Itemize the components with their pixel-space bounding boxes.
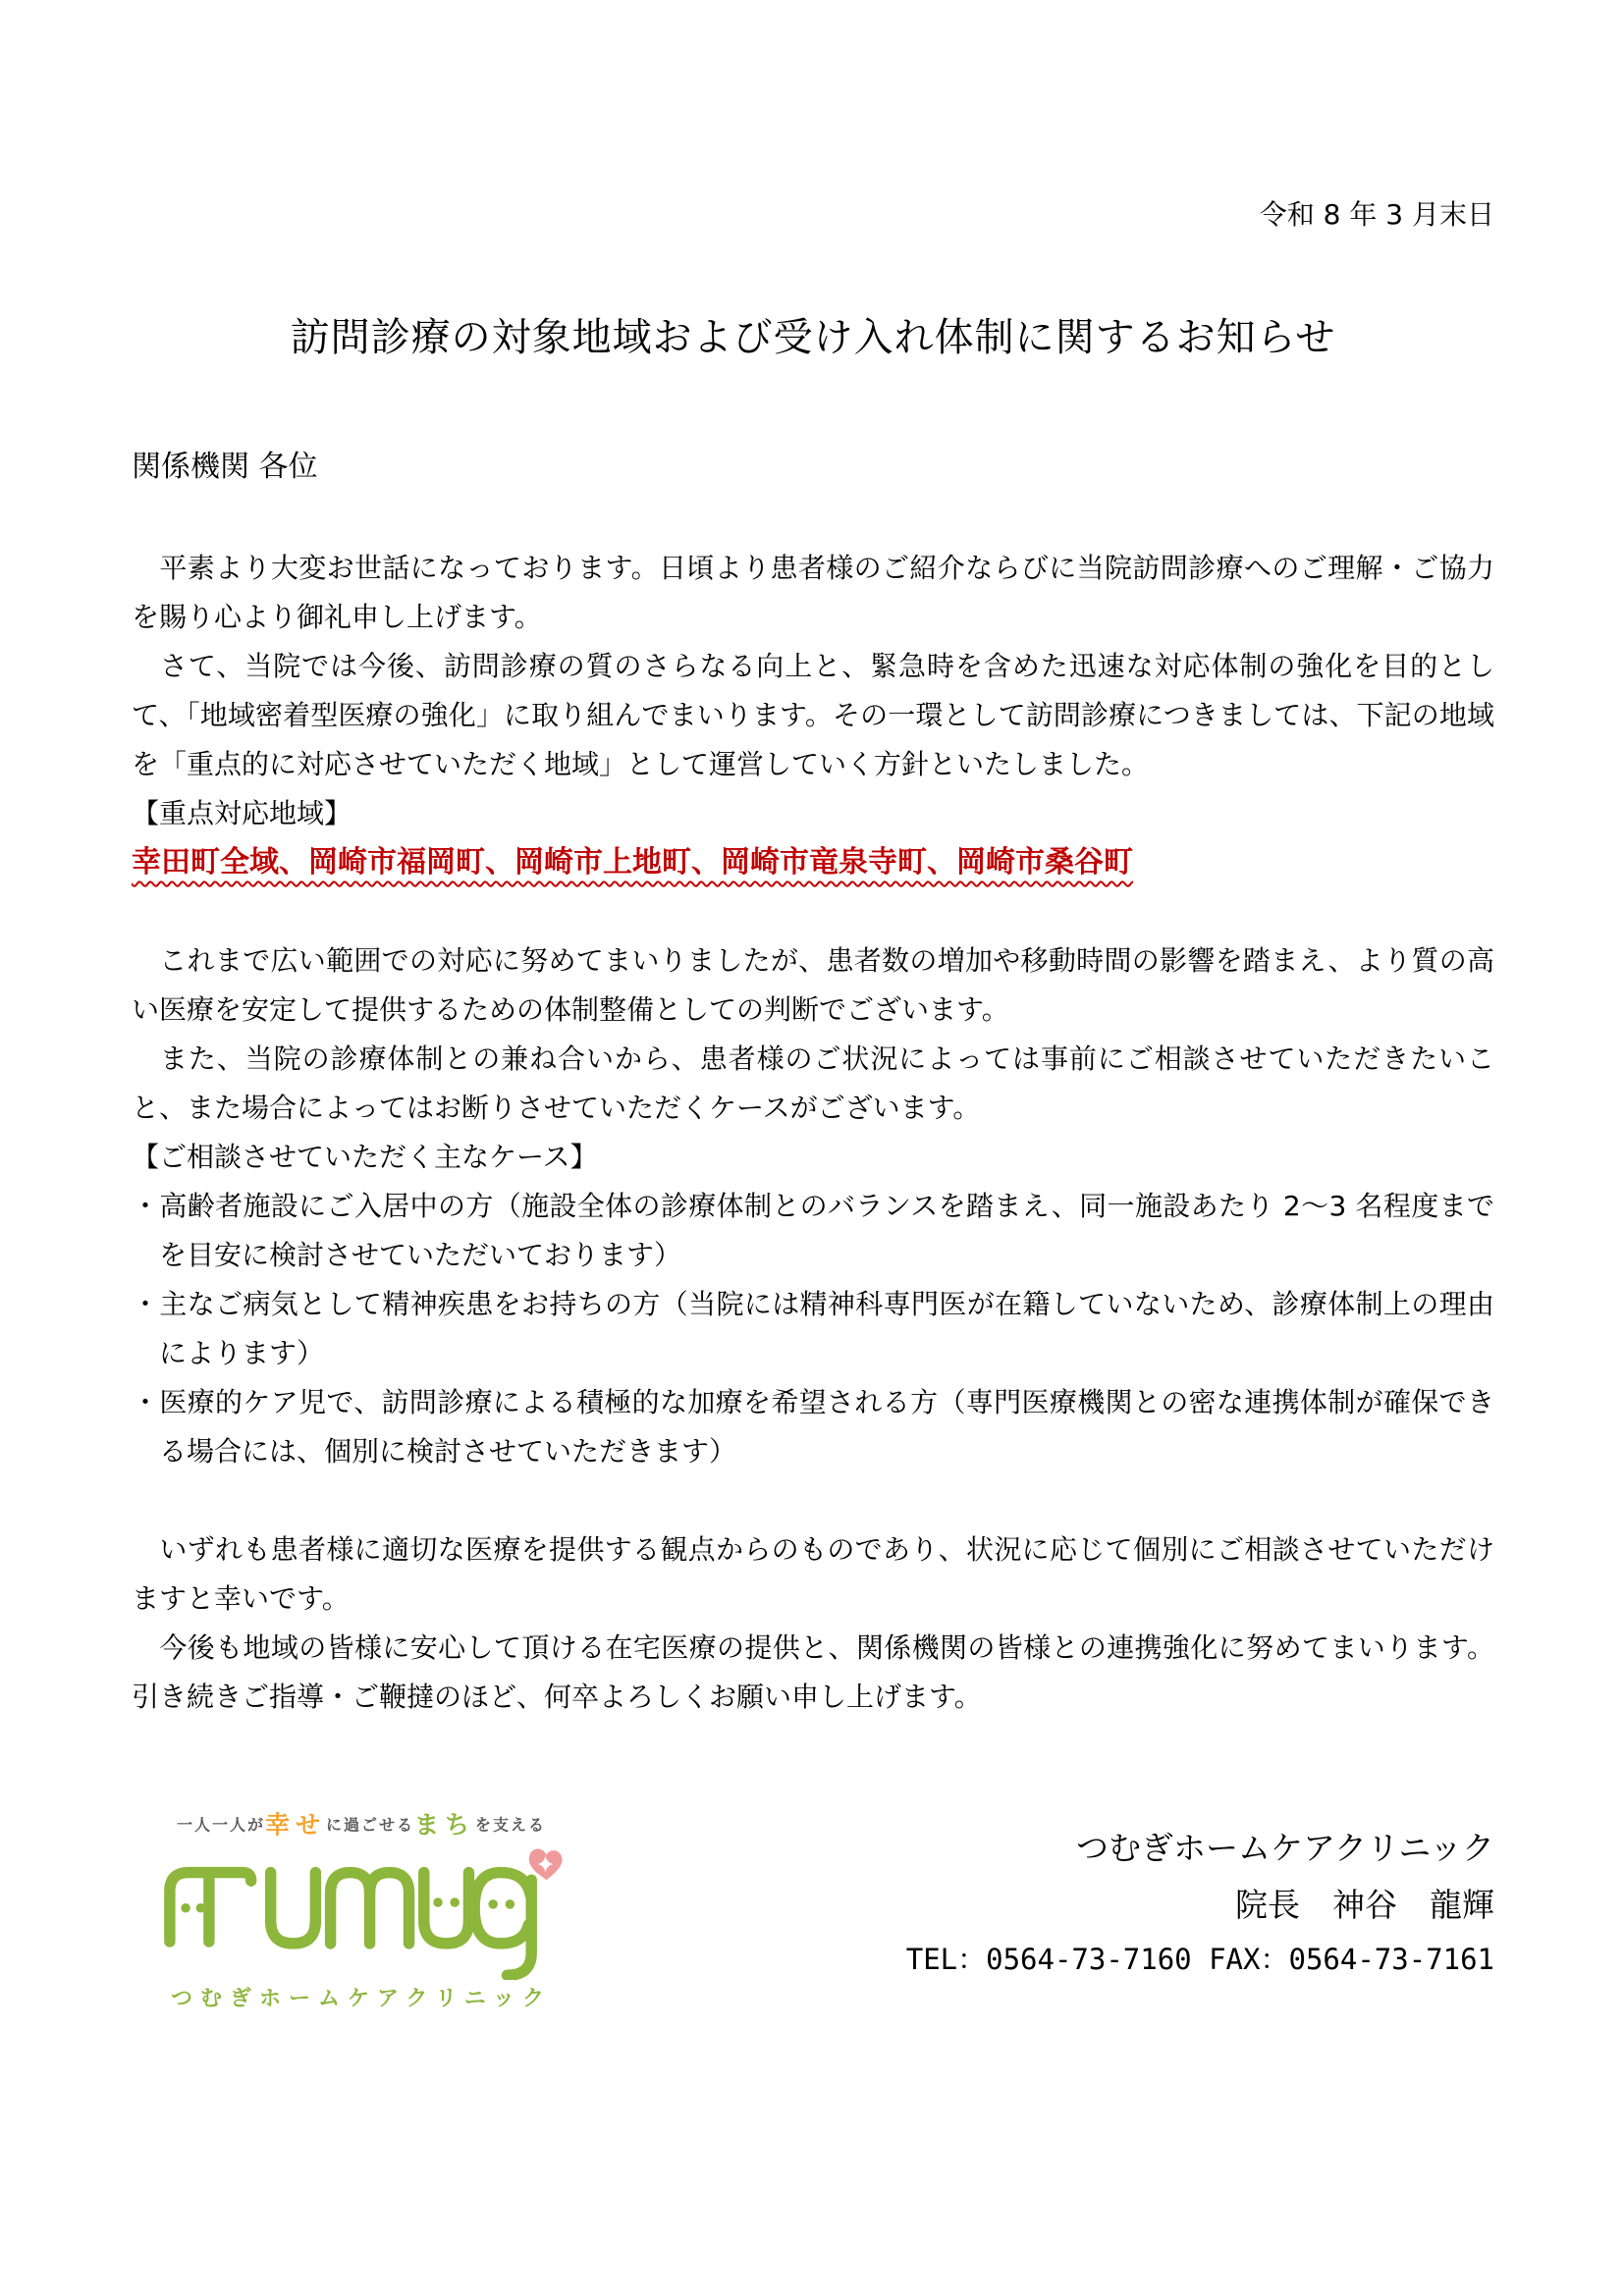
paragraph-closing-2: 今後も地域の皆様に安心して頂ける在宅医療の提供と、関係機関の皆様との連携強化に努めてまいります。引き続きご指導・ご鞭撻のほど、何卒よろしくお願い申し上げます。 xyxy=(132,1631,1494,1713)
tagline-part: に過ごせる xyxy=(325,1815,414,1835)
priority-areas-text: 幸田町全域、岡崎市福岡町、岡崎市上地町、岡崎市竜泉寺町、岡崎市桑谷町 xyxy=(132,845,1133,880)
logo-clinic-name: つむぎホームケアクリニック xyxy=(170,1986,553,2011)
tumugi-wordmark-logo xyxy=(160,1844,563,1980)
cases-heading: 【ご相談させていただく主なケース】 xyxy=(132,1141,598,1173)
signature-clinic-name: つむぎホームケアクリニック xyxy=(1075,1829,1494,1867)
clinic-logo xyxy=(145,1808,577,2012)
tagline-part: を支える xyxy=(475,1815,547,1835)
paragraph-policy: さて、当院では今後、訪問診療の質のさらなる向上と、緊急時を含めた迅速な対応体制の強化を目的として、「地域密着型医療の強化」に取り組んでまいります。その一環として訪問診療につきましては、下記の地域を「重点的に対応させていただく地域」として運営していく方針といたしました。 xyxy=(132,650,1494,780)
case-item: ・医療的ケア児で、訪問診療による積極的な加療を希望される方（専門医療機関との密な連携体制が確保できる場合には、個別に検討させていただきます） xyxy=(132,1386,1494,1468)
document-footer xyxy=(132,1808,1494,2012)
priority-areas-line xyxy=(132,838,1494,887)
paragraph-consultation-note: また、当院の診療体制との兼ね合いから、患者様のご状況によっては事前にご相談させていただきたいこと、また場合によってはお断りさせていただくケースがございます。 xyxy=(132,1042,1494,1124)
priority-areas-heading: 【重点対応地域】 xyxy=(132,797,352,829)
signature-tel-fax: TEL：0564-73-7160 FAX：0564-73-7161 xyxy=(905,1943,1494,1976)
tagline-part-accent: まち xyxy=(414,1810,476,1840)
recipient-line: 関係機関 各位 xyxy=(132,450,318,484)
paragraph-greeting: 平素より大変お世話になっております。日頃より患者様のご紹介ならびに当院訪問診療へのご理解・ご協力を賜り心より御礼申し上げます。 xyxy=(132,552,1494,633)
paragraph-rationale: これまで広い範囲での対応に努めてまいりましたが、患者数の増加や移動時間の影響を踏まえ、より質の高い医療を安定して提供するための体制整備としての判断でございます。 xyxy=(132,944,1494,1026)
case-item: ・高齢者施設にご入居中の方（施設全体の診療体制とのバランスを踏まえ、同一施設あたり 2～3 名程度までを目安に検討させていただいております） xyxy=(132,1190,1494,1271)
case-item: ・主なご病気として精神疾患をお持ちの方（当院には精神科専門医が在籍していないため、診療体制上の理由によります） xyxy=(132,1288,1494,1369)
paragraph-closing-1: いずれも患者様に適切な医療を提供する観点からのものであり、状況に応じて個別にご相談させていただけますと幸いです。 xyxy=(132,1533,1494,1615)
tagline-part: 一人一人が xyxy=(176,1815,265,1835)
signature-block xyxy=(906,1820,1494,1985)
tagline-part-accent: 幸せ xyxy=(264,1810,326,1840)
document-title: 訪問診療の対象地域および受け入れ体制に関するお知らせ xyxy=(290,315,1336,360)
signature-director-name: 院長 神谷 龍輝 xyxy=(1235,1886,1494,1924)
date-line: 令和 8 年 3 月末日 xyxy=(1259,198,1494,231)
logo-tagline xyxy=(145,1808,577,1842)
